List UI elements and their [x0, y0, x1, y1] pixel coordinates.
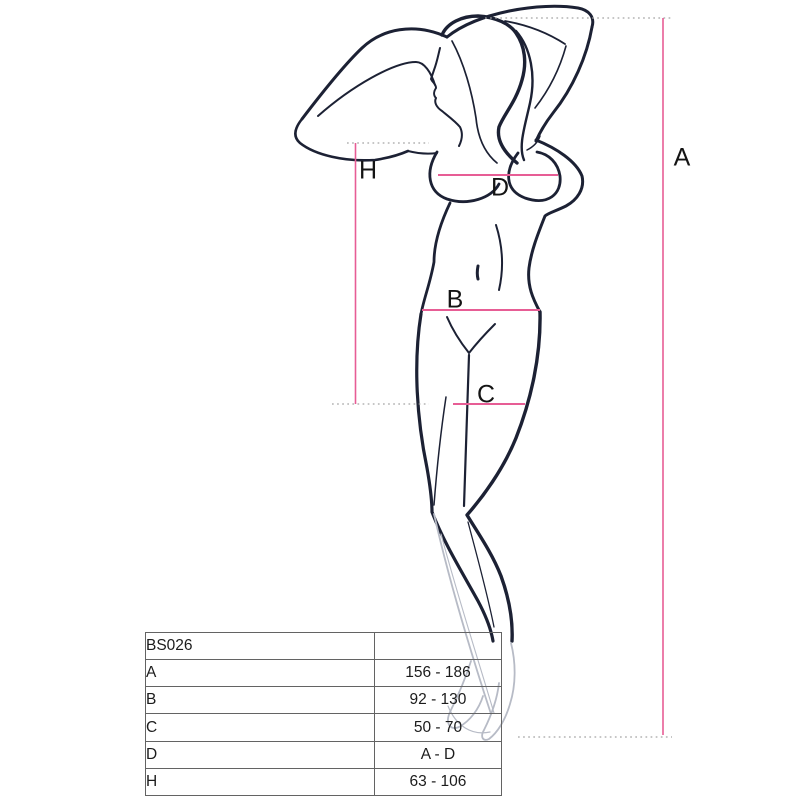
table-row: [146, 687, 502, 714]
left-thigh-inner: [434, 397, 446, 505]
table-cell-label: D: [146, 741, 375, 768]
size-table: [145, 632, 502, 796]
empty-header-cell: [375, 633, 502, 660]
measure-label-h: H: [358, 156, 378, 185]
right-upperarm-inner: [535, 46, 566, 108]
table-cell-value: 92 - 130: [375, 687, 502, 714]
table-cell-value: A - D: [375, 741, 502, 768]
right-breast: [509, 152, 561, 201]
table-row: [146, 768, 502, 795]
left-forearm-outer: [302, 29, 447, 119]
table-row: [146, 741, 502, 768]
table-cell-label: B: [146, 687, 375, 714]
arms-top-arc: [447, 6, 593, 37]
left-elbow-underarm: [295, 119, 408, 160]
belly-crease: [496, 225, 502, 290]
face-profile: [431, 48, 462, 146]
table-cell-label: C: [146, 714, 375, 741]
left-shoulder-line: [408, 151, 437, 154]
table-cell-label: H: [146, 768, 375, 795]
right-leg: [467, 312, 540, 641]
table-row: [146, 714, 502, 741]
measurement-lines: [356, 18, 664, 735]
groin-line: [447, 317, 495, 353]
left-forearm-inner: [318, 62, 435, 116]
product-code-cell: BS026: [146, 633, 375, 660]
hair-main: [442, 16, 525, 163]
navel: [477, 266, 478, 279]
table-cell-value: 156 - 186: [375, 660, 502, 687]
dotted-extension-lines: [332, 18, 672, 737]
table-cell-value: 63 - 106: [375, 768, 502, 795]
table-row: [146, 660, 502, 687]
left-leg: [417, 314, 496, 641]
measure-label-b: B: [446, 285, 464, 314]
table-cell-label: A: [146, 660, 375, 687]
left-breast: [430, 152, 499, 202]
measure-label-d: D: [490, 173, 510, 202]
inner-thigh: [464, 355, 469, 506]
measure-label-c: C: [476, 380, 496, 409]
table-cell-value: 50 - 70: [375, 714, 502, 741]
left-torso: [421, 203, 450, 314]
measure-label-a: A: [673, 143, 691, 172]
table-header-row: [146, 633, 502, 660]
